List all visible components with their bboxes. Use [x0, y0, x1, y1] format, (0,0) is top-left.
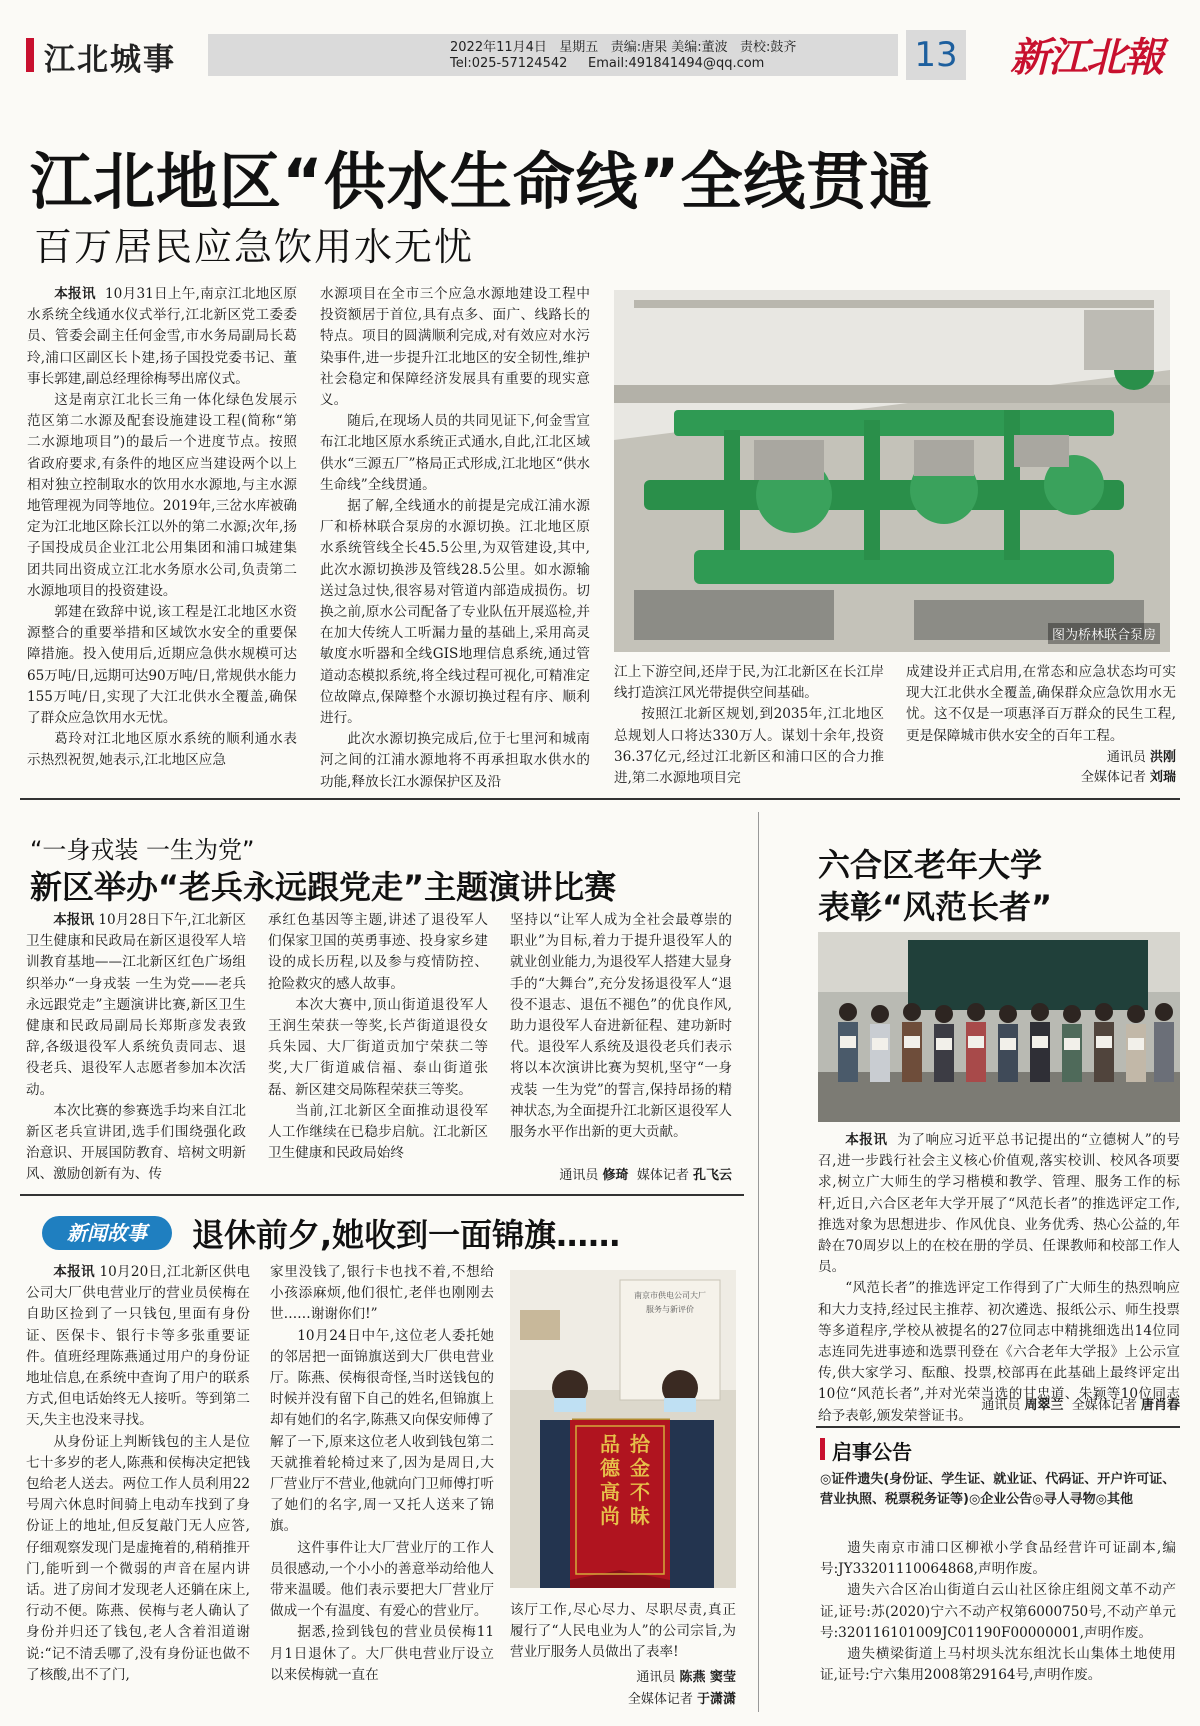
news-headline: 退休前夕,她收到一面锦旗……: [192, 1216, 621, 1254]
divider-speech: [20, 1194, 744, 1196]
main-subhead: 百万居民应急饮用水无忧: [34, 225, 475, 269]
header-contact-line: Tel:025-57124542 Email:491841494@qq.com: [450, 56, 765, 71]
photo-caption: 图为桥林联合泵房: [1048, 623, 1160, 644]
board-text-top: 南京市供电公司大厂: [634, 1291, 706, 1300]
liuhe-byline: 通讯员 周翠兰 全媒体记者 唐肖春: [981, 1398, 1180, 1413]
page-number: 13: [906, 30, 966, 80]
divider-main: [20, 798, 1180, 800]
speech-col-1: 本报讯 10月28日下午,江北新区卫生健康和民政局在新区退役军人培训教育基地——江北新区红色广场组织举办“一身戎装 一生为党——老兵永远跟党走”主题演讲比赛,新区卫生健康和民政局副局长郑斯彦发表致辞,各级退役军人系统负责同志、退役老兵、退役军人志愿者参加本次活动。 本次比赛的参赛选手均来自江北新区老兵宣讲团,选手们围绕强化政治意识、开展国防教育、培树文明新风、激励创新有为、传: [26, 912, 247, 1183]
pump-house-photo: [614, 290, 1170, 652]
section-marker: [26, 38, 34, 72]
news-byline-1: 通讯员 陈燕 窦莹: [636, 1670, 736, 1685]
liuhe-body: 本报讯 为了响应习近平总书记提出的“立德树人”的号召,进一步践行社会主义核心价值观,落实校训、校风各项要求,树立广大师生的学习楷模和教学、管理、服务工作的标杆,近日,六合区老年大学开展了“风范长者”的推选评定工作,推选对象为思想进步、作风优良、业务优秀、热心公益的,年龄在70周岁以上的在校在册的学员、任课教师和校部工作人员。 “风范长者”的推选评定工作得到了广大师生的热烈响应和大力支持,经过民主推荐、初次遴选、报纸公示、师生投票等多道程序,学校从被提名的27位同志中精挑细选出14位同志连同先进事迹和选票刊登在《六合老年大学报》上公示宣传,供大家学习、酝酿、投票,校部再在此基础上最终评定出10位“风范长者”,并对光荣当选的甘忠道、朱颖等10位同志给予表彰,颁发荣誉证书。: [818, 1132, 1180, 1424]
speech-kicker: “一身戎装 一生为党”: [30, 836, 255, 864]
speech-headline: 新区举办“老兵永远跟党走”主题演讲比赛: [30, 868, 617, 906]
masthead-logo: 新江北報: [1010, 34, 1162, 81]
header: [0, 0, 1200, 90]
divider-vertical: [758, 812, 759, 1712]
main-col-1: 本报讯 10月31日上午,南京江北地区原水系统全线通水仪式举行,江北新区党工委委员、管委会副主任何金雪,市水务局副局长葛玲,浦口区副区长卜建,扬子国投党委书记、董事长郭建,副总经理徐梅琴出席仪式。 这是南京江北长三角一体化绿色发展示范区第二水源及配套设施建设工程(简称“第二水源地项目”)的最后一个进度节点。按照省政府要求,有条件的地区应当建设两个以上相对独立控制取水的饮用水水源地,与主水源地管理视为同等地位。2019年,三岔水库被确定为江北地区除长江以外的第二水源;次年,扬子国投成员企业江北公用集团和浦口城建集团共同出资成立江北水务原水公司,负责第二水源地项目的投资建设。 郭建在致辞中说,该工程是江北地区水资源整合的重要举措和区域饮水安全的重要保障措施。投入使用后,近期应急供水规模可达65万吨/日,远期可达90万吨/日,常规供水能力155万吨/日,实现了大江北供水全覆盖,确保了群众应急饮用水无忧。 葛玲对江北地区原水系统的顺利通水表示热烈祝贺,她表示,江北地区应急: [27, 286, 298, 769]
banner-line-1: 拾金不昧: [630, 1432, 650, 1528]
main-headline: 江北地区“供水生命线”全线贯通: [30, 145, 933, 218]
news-col-1: 本报讯 10月20日,江北新区供电公司大厂供电营业厅的营业员侯梅在自助区捡到了一只钱包,里面有身份证、医保卡、银行卡等多张重要证件。值班经理陈燕通过用户的身份证地址信息,在系统中查询了用户的联系方式,但电话始终无人接听。等到第二天,失主也没来寻找。 从身份证上判断钱包的主人是位七十多岁的老人,陈燕和侯梅决定把钱包给老人送去。两位工作人员利用22号周六休息时间骑上电动车找到了身份证上的地址,但反复敲门无人应答,仔细观察发现门是虚掩着的,稍稍推开门,能听到一个微弱的声音在屋内讲话。进了房间才发现老人还躺在床上,行动不便。陈燕、侯梅与老人确认了身份并归还了钱包,老人含着泪道谢说:“记不清丢哪了,没有身份证也做不了核酸,出不了门,: [26, 1264, 250, 1683]
notice-item: 遗失六合区冶山街道白云山社区徐庄组阅文革不动产证,证号:苏(2020)宁六不动产权第6000750号,不动产单元号:320116101009JC01190F00000001,声明作废。: [820, 1582, 1176, 1641]
award-photo: [818, 932, 1180, 1122]
banner-line-2: 品德高尚: [600, 1432, 620, 1528]
liuhe-headline-line-1: 六合区老年大学: [818, 846, 1043, 884]
header-date-line: 2022年11月4日 星期五 责编:唐果 美编:董波 责校:鼓齐: [450, 40, 797, 55]
notice-item: 遗失横梁街道上马村坝头沈东组沈长山集体土地使用证,证号:宁六集用2008第29164号,声明作废。: [820, 1646, 1176, 1684]
liuhe-headline-line-2: 表彰“风范长者”: [818, 888, 1053, 926]
notice-item: 遗失南京市浦口区柳袱小学食品经营许可证副本,编号:JY33201110064868,声明作废。: [820, 1540, 1176, 1578]
notice-title: 启事公告: [832, 1440, 912, 1464]
section-title: 江北城事: [44, 42, 176, 78]
news-col-2: 家里没钱了,银行卡也找不着,不想给小孩添麻烦,他们很忙,老伴也刚刚去世……谢谢你们!” 10月24日中午,这位老人委托她的邻居把一面锦旗送到大厂供电营业厅。陈燕、侯梅很奇怪,当时送钱包的时候并没有留下自己的姓名,但锦旗上却有她们的名字,陈燕又向保安师傅了解了一下,原来这位老人收到钱包第二天就推着轮椅过来了,因为是周日,大厂营业厅不营业,他就向门卫师傅打听了她们的名字,周一又托人送来了锦旗。 这件事件让大厂营业厅的工作人员很感动,一个小小的善意举动给他人带来温暖。他们表示要把大厂营业厅做成一个有温度、有爱心的营业厅。 据悉,捡到钱包的营业员侯梅11月1日退休了。大厂供电营业厅设立以来侯梅就一直在: [270, 1264, 494, 1683]
news-story-badge: 新闻故事: [42, 1216, 172, 1250]
notice-items: [820, 1538, 1176, 1716]
notice-categories: ◎证件遗失(身份证、学生证、就业证、代码证、开户许可证、营业执照、税票税务证等)◎企业公告◎寻人寻物◎其他: [820, 1472, 1176, 1507]
main-col-3: 江上下游空间,还岸于民,为江北新区在长江岸线打造滨江风光带提供空间基础。 按照江北新区规划,到2035年,江北地区总规划人口将达330万人。谋划十余年,投资36.37亿元,经过江北新区和浦口区的合力推进,第二水源地项目完: [614, 664, 884, 787]
main-col-4: 成建设并正式启用,在常态和应急状态均可实现大江北供水全覆盖,确保群众应急饮用水无忧。这不仅是一项惠泽百万群众的民生工程,更是保障城市供水安全的百年工程。: [906, 664, 1176, 744]
main-byline-1: 通讯员 洪刚: [1106, 750, 1176, 765]
news-byline-2: 全媒体记者 于潇潇: [627, 1692, 736, 1707]
banner-photo: [510, 1270, 736, 1588]
news-col-3: 该厅工作,尽心尽力、尽职尽责,真正履行了“人民电业为人”的公司宗旨,为营业厅服务人员做出了表率!: [510, 1602, 736, 1661]
board-text-bottom: 服务与新评价: [646, 1305, 694, 1314]
speech-byline: 通讯员 修琦 媒体记者 孔飞云: [559, 1168, 732, 1183]
main-byline-2: 全媒体记者 刘瑞: [1080, 770, 1176, 785]
speech-col-2: 承红色基因等主题,讲述了退役军人们保家卫国的英勇事迹、投身家乡建设的成长历程,以及参与疫情防控、抢险救灾的感人故事。 本次大赛中,顶山街道退役军人王润生荣获一等奖,长芦街道退役女兵朱园、大厂街道贡加宁荣获二等奖,大厂街道戚信福、泰山街道张磊、新区建交局陈程荣获三等奖。 当前,江北新区全面推动退役军人工作继续在已稳步启航。江北新区卫生健康和民政局始终: [268, 912, 488, 1162]
main-col-2: 水源项目在全市三个应急水源地建设工程中投资额居于首位,具有点多、面广、线路长的特点。项目的圆满顺利完成,对有效应对水污染事件,进一步提升江北地区的安全韧性,维护社会稳定和保障经济发展具有重要的现实意义。 随后,在现场人员的共同见证下,何金雪宣布江北地区原水系统正式通水,自此,江北区域供水“三源五厂”格局正式形成,江北地区“供水生命线”全线贯通。 据了解,全线通水的前提是完成江浦水源厂和桥林联合泵房的水源切换。江北地区原水系统管线全长45.5公里,为双管建设,其中,此次水源切换涉及管线28.5公里。如水源输送过急过快,很容易对管道内部造成损伤。切换之前,原水公司配备了专业队伍开展巡检,并在加大传统人工听漏力量的基础上,采用高灵敏度水听器和全线GIS地理信息系统,通过管道动态模拟系统,将全线过程可视化,可精准定位故障点,保障整个水源切换过程有序、顺利进行。 此次水源切换完成后,位于七里河和城南河之间的江浦水源地将不再承担取水供水的功能,释放长江水源保护区及沿: [320, 286, 590, 790]
notice-box: [816, 1426, 1180, 1718]
notice-marker: [820, 1438, 825, 1460]
speech-col-3: 坚持以“让军人成为全社会最尊崇的职业”为目标,着力于提升退役军人的就业创业能力,为退役军人搭建大显身手的“大舞台”,充分发扬退役军人“退役不退志、退伍不褪色”的优良作风,助力退役军人奋进新征程、建功新时代。退役军人系统及退役老兵们表示将以本次演讲比赛为契机,坚守“一身戎装 一生为党”的誓言,保持昂扬的精神状态,为全面提升江北新区退役军人服务水平作出新的更大贡献。: [510, 912, 732, 1141]
